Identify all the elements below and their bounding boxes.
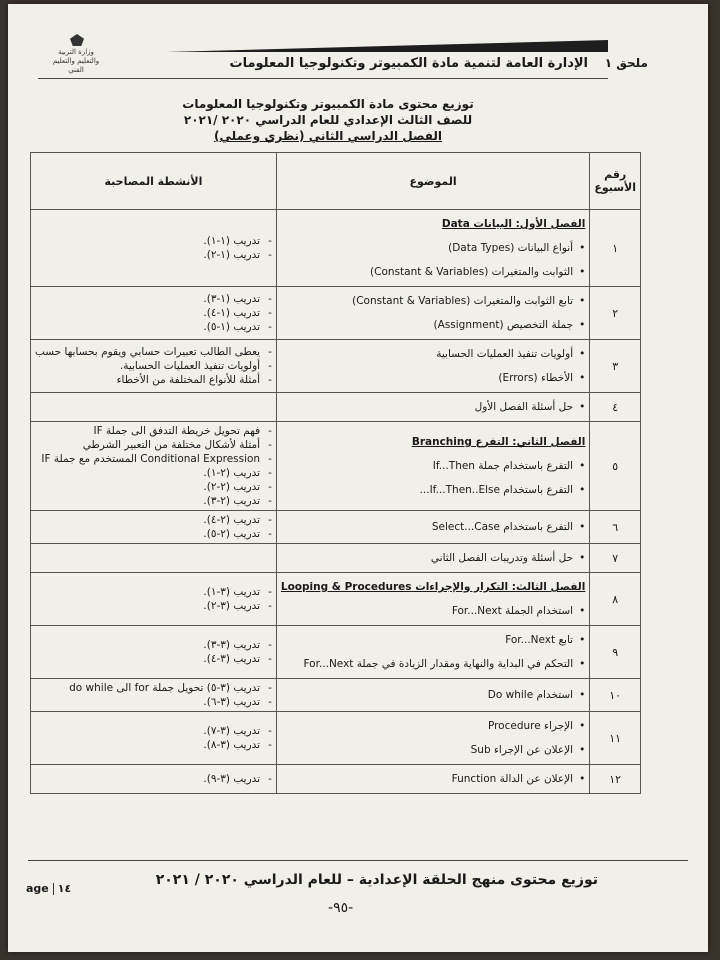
topic-cell [276,287,589,340]
footer-text: توزيع محتوى منهج الحلقة الإعدادية – للعام الدراسي ٢٠٢٠ / ٢٠٢١ [155,872,598,888]
activity-item: - أمثلة للأنواع المختلفة من الأخطاء [35,373,272,387]
topic-item: • حل أسئلة الفصل الأول [281,395,585,419]
topic-item: • التفرع باستخدام If...Then..Else... [281,478,585,502]
topic-cell [276,210,589,287]
table-row [31,573,641,626]
topic-item: • الإجراء Procedure [281,714,585,738]
table-row [31,287,641,340]
activity-item: - تدريب (٢-٣). [35,494,272,508]
topic-item: • جملة التخصيص (Assignment) [281,313,585,337]
title-line-1: توزيع محتوى مادة الكمبيوتر وتكنولوجيا المعلومات [182,97,474,111]
col-week-header: رقم الأسبوع [590,153,641,210]
topic-item: • التحكم في البداية والنهاية ومقدار الزيادة في جملة For...Next [281,652,585,676]
activity-item: - تدريب (٣-٧). [35,724,272,738]
ministry-logo [46,34,106,76]
activity-item: - أولويات تنفيذ العمليات الحسابية. [35,359,272,373]
activity-item: - Conditional Expression المستخدم مع جملة IF [35,452,272,466]
activities-cell [31,765,277,794]
table-row [31,679,641,712]
activity-item: - تدريب (٣-٩). [35,772,272,786]
activity-item: - تدريب (١-٣). [35,292,272,306]
topic-cell [276,712,589,765]
topic-item: • استخدام Do while [281,683,585,707]
topic-item: • التفرع باستخدام Select...Case [281,515,585,539]
table-row [31,393,641,422]
week-number: ٥ [590,422,641,511]
week-number: ٤ [590,393,641,422]
page-number [26,882,71,895]
activity-item: - تدريب (٣-١). [35,585,272,599]
section-heading: الفصل الثاني: التفرع Branching [411,436,586,448]
activity-item: - تدريب (٣-٦). [35,695,272,709]
table-header-row [31,153,641,210]
document-titles [168,96,488,144]
activities-cell [31,626,277,679]
topic-item: • تابع For...Next [281,628,585,652]
topic-item: • الأخطاء (Errors) [281,366,585,390]
activity-item: - يعطى الطالب تعبيرات حسابي ويقوم بحسابها حسب [35,345,272,359]
col-activities-header: الأنشطة المصاحبة [31,153,277,210]
activity-item: - تدريب (١-٢). [35,248,272,262]
topic-cell [276,422,589,511]
topic-cell [276,573,589,626]
table-row [31,210,641,287]
activity-item: - تدريب (٢-٢). [35,480,272,494]
table-row [31,765,641,794]
activities-cell [31,679,277,712]
activities-cell [31,511,277,544]
eagle-icon [70,34,84,46]
week-number: ٧ [590,544,641,573]
week-number: ٦ [590,511,641,544]
header-bar [148,40,608,52]
activity-item: - تدريب (٢-١). [35,466,272,480]
topic-item: • أنواع البيانات (Data Types) [281,236,585,260]
topic-cell [276,679,589,712]
title-line-3: الفصل الدراسي الثاني (نظري وعملي) [213,129,443,143]
annex-label: ملحق ١ [604,56,648,70]
topic-cell [276,765,589,794]
topic-item: • استخدام الجملة For...Next [281,599,585,623]
table-row [31,626,641,679]
topic-item: • الإعلان عن الإجراء Sub [281,738,585,762]
document-page [8,4,708,952]
topic-cell [276,626,589,679]
section-heading: الفصل الثالث: التكرار والإجراءات Looping & Procedures [280,581,586,593]
activity-item: - تدريب (٢-٥). [35,527,272,541]
topic-item: • حل أسئلة وتدريبات الفصل الثاني [281,546,585,570]
topic-item: • أولويات تنفيذ العمليات الحسابية [281,342,585,366]
topic-cell [276,544,589,573]
topic-item: • الإعلان عن الدالة Function [281,767,585,791]
topic-item: • تابع الثوابت والمتغيرات (Constant & Variables) [281,289,585,313]
activities-cell [31,340,277,393]
activity-item: - فهم تحويل خريطة التدفق الى جملة IF [35,424,272,438]
activities-cell [31,544,277,573]
activity-item: - تدريب (٣-٣). [35,638,272,652]
activity-item: - تدريب (٣-٥) تحويل جملة for الى do while [35,681,272,695]
curriculum-table [30,152,641,794]
activity-item: - تدريب (٣-٤). [35,652,272,666]
activity-item: - تدريب (١-١). [35,234,272,248]
activities-cell [31,573,277,626]
activities-cell [31,422,277,511]
topic-item: • التفرع باستخدام جملة If...Then [281,454,585,478]
footer-divider [28,860,688,861]
week-number: ١١ [590,712,641,765]
activity-item: - تدريب (٣-٢). [35,599,272,613]
activity-item: - تدريب (١-٥). [35,320,272,334]
activity-item: - تدريب (٣-٨). [35,738,272,752]
table-row [31,422,641,511]
activities-cell [31,210,277,287]
week-number: ١٢ [590,765,641,794]
week-number: ٩ [590,626,641,679]
handwritten-number: -٩٥- [328,900,354,916]
activities-cell [31,712,277,765]
organization-name: الإدارة العامة لتنمية مادة الكمبيوتر وتكنولوجيا المعلومات [229,56,588,71]
topic-cell [276,393,589,422]
week-number: ٢ [590,287,641,340]
header-divider [38,78,608,79]
section-heading: الفصل الأول: البيانات Data [441,218,586,230]
activity-item: - تدريب (٢-٤). [35,513,272,527]
col-topic-header: الموضوع [276,153,589,210]
topic-cell [276,340,589,393]
page-label: age [26,882,49,895]
table-row [31,511,641,544]
week-number: ١ [590,210,641,287]
activity-item: - أمثلة لأشكال مختلفة من التعبير الشرطي [35,438,272,452]
table-row [31,340,641,393]
logo-text: وزارة التربية والتعليم والتعليم الفني [52,48,100,74]
activities-cell [31,287,277,340]
activities-cell [31,393,277,422]
topic-cell [276,511,589,544]
topic-item: • الثوابت والمتغيرات (Constant & Variables) [281,260,585,284]
week-number: ٣ [590,340,641,393]
table-row [31,712,641,765]
table-row [31,544,641,573]
activity-item: - تدريب (١-٤). [35,306,272,320]
page-number-value: ١٤ [57,882,72,895]
week-number: ٨ [590,573,641,626]
week-number: ١٠ [590,679,641,712]
title-line-2: للصف الثالث الإعدادي للعام الدراسي ٢٠٢٠ /٢٠٢١ [183,113,473,127]
